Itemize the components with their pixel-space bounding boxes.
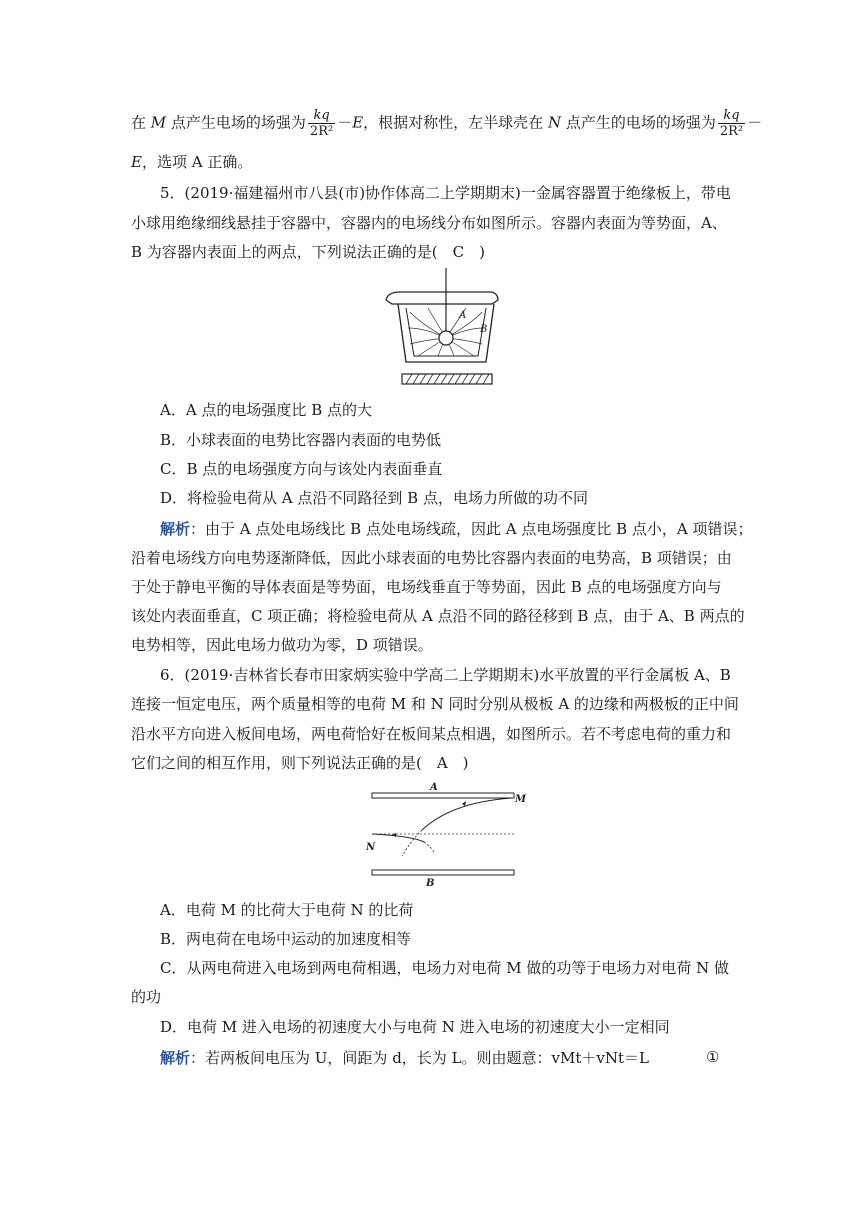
- label-a: A: [430, 782, 438, 793]
- var-E: E: [352, 113, 364, 132]
- frac-den: 2R²: [719, 124, 744, 139]
- var-N: N: [547, 113, 562, 132]
- q5-analysis-line-4: 该处内表面垂直，C 项正确；将检验电荷从 A 点沿不同的路径移到 B 点，由于 A、B 两点的: [131, 607, 745, 625]
- text: ，选项 A 正确。: [141, 153, 253, 171]
- text: ，根据对称性，左半球壳在: [363, 113, 548, 132]
- frac-num: kq: [718, 108, 745, 124]
- text: 在: [131, 113, 151, 132]
- top-line-1: [131, 108, 763, 139]
- q6-stem-line-2: 连接一恒定电压，两个质量相等的电荷 M 和 N 同时分别从极板 A 的边缘和两极板的正中间: [131, 695, 739, 713]
- text: ：由于 A 点处电场线比 B 点处电场线疏，因此 A 点电场强度比 B 点小，A 项错误；: [190, 520, 753, 538]
- var-M: M: [150, 113, 167, 132]
- frac-den: 2R²: [309, 124, 334, 139]
- equation-tag: ①: [706, 1048, 720, 1066]
- text: ：若两板间电压为 U，间距为 d，长为 L。则由题意：vMt＋vNt＝L: [190, 1049, 649, 1067]
- q5-option-d: D．将检验电荷从 A 点沿不同路径到 B 点，电场力所做的功不同: [160, 489, 588, 507]
- q5-stem-line-1: 5．(2019·福建福州市八县(市)协作体高二上学期期末)一金属容器置于绝缘板上，带电: [160, 184, 731, 202]
- label-a: A: [459, 310, 467, 321]
- q5-option-c: C．B 点的电场强度方向与该处内表面垂直: [160, 460, 443, 478]
- analysis-label: 解析: [160, 1049, 191, 1067]
- q6-option-c-cont: 的功: [131, 988, 162, 1006]
- q5-analysis-line-3: 于处于静电平衡的导体表面是等势面，电场线垂直于等势面，因此 B 点的电场强度方向与: [131, 578, 722, 596]
- q6-analysis-line-1: [160, 1048, 760, 1068]
- label-b: B: [426, 878, 435, 889]
- text: －: [747, 113, 763, 132]
- top-line-2: [131, 152, 731, 172]
- label-b: B: [480, 324, 488, 335]
- q5-option-b: B．小球表面的电势比容器内表面的电势低: [160, 431, 442, 449]
- text: －: [337, 113, 353, 132]
- frac-num: kq: [308, 108, 335, 124]
- q6-option-d: D．电荷 M 进入电场的初速度大小与电荷 N 进入电场的初速度大小一定相同: [160, 1018, 670, 1036]
- var-E: E: [131, 153, 142, 171]
- label-n: N: [366, 842, 376, 853]
- q5-stem-line-3: B 为容器内表面上的两点，下列说法正确的是( C ): [131, 243, 485, 261]
- fraction-kq-2R2: [308, 108, 335, 139]
- q6-stem-line-3: 沿水平方向进入板间电场，两电荷恰好在板间某点相遇，如图所示。若不考虑电荷的重力和: [131, 725, 732, 743]
- label-m: M: [515, 794, 527, 805]
- text: 点产生的电场的场强为: [561, 113, 716, 132]
- q5-analysis-line-5: 电势相等，因此电场力做功为零，D 项错误。: [131, 636, 433, 654]
- q6-option-c: C．从两电荷进入电场到两电荷相遇，电场力对电荷 M 做的功等于电场力对电荷 N 做: [160, 959, 730, 977]
- q6-stem-line-1: 6．(2019·吉林省长春市田家炳实验中学高二上学期期末)水平放置的平行金属板 A、B: [160, 666, 731, 684]
- fraction-kq-2R2: [718, 108, 745, 139]
- q6-stem-line-4: 它们之间的相互作用，则下列说法正确的是( A ): [131, 754, 469, 772]
- q5-analysis-line-1: [160, 519, 760, 539]
- q5-stem-line-2: 小球用绝缘细线悬挂于容器中，容器内的电场线分布如图所示。容器内表面为等势面，A、: [131, 214, 727, 232]
- analysis-label: 解析: [160, 520, 191, 538]
- q5-option-a: A．A 点的电场强度比 B 点的大: [160, 401, 372, 419]
- text: 点产生电场的场强为: [166, 113, 306, 132]
- q6-option-a: A．电荷 M 的比荷大于电荷 N 的比荷: [160, 901, 414, 919]
- q5-container-figure: [380, 268, 500, 386]
- q5-analysis-line-2: 沿着电场线方向电势逐渐降低，因此小球表面的电势比容器内表面的电势高，B 项错误；由: [131, 549, 732, 567]
- q6-plates-figure: [362, 780, 532, 890]
- q6-option-b: B．两电荷在电场中运动的加速度相等: [160, 930, 412, 948]
